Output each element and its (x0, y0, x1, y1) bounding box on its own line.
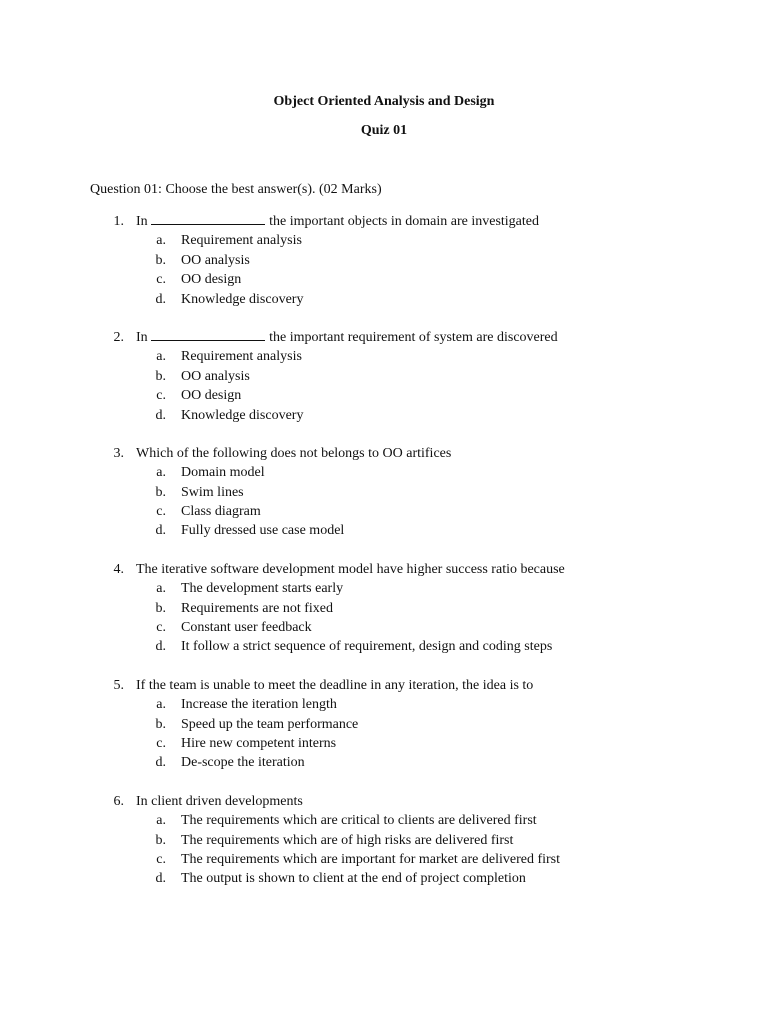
option-text: The requirements which are of high risks are delivered first (181, 832, 514, 848)
answer-option (0, 386, 768, 405)
question-item (0, 560, 768, 657)
answer-option (0, 290, 768, 309)
answer-option (0, 579, 768, 598)
answer-option (0, 811, 768, 830)
option-text: Requirement analysis (181, 233, 302, 249)
option-letter: d. (155, 523, 166, 539)
option-letter: d. (155, 291, 166, 307)
question-text: The iterative software development model have higher success ratio because (136, 561, 565, 577)
question-text-line (136, 328, 558, 347)
option-text: The development starts early (181, 581, 344, 597)
answer-option (0, 599, 768, 618)
question-item (0, 444, 768, 541)
question-line (0, 444, 768, 463)
option-text: Hire new competent interns (181, 735, 337, 751)
option-letter: a. (156, 697, 166, 713)
option-letter: a. (156, 465, 166, 481)
answer-option (0, 483, 768, 502)
question-text-line (136, 444, 451, 463)
option-text: Requirements are not fixed (181, 600, 334, 616)
option-letter: c. (156, 388, 166, 404)
option-letter: c. (156, 735, 166, 751)
answer-option (0, 367, 768, 386)
answer-option (0, 347, 768, 366)
answer-option (0, 406, 768, 425)
question-line (0, 560, 768, 579)
question-prefix: In (136, 329, 148, 345)
option-text: Swim lines (181, 484, 244, 500)
question-number: 6. (113, 793, 124, 809)
option-text: De-scope the iteration (181, 755, 305, 771)
option-letter: b. (155, 484, 166, 500)
answer-option (0, 463, 768, 482)
question-list (0, 212, 768, 908)
question-item (0, 328, 768, 425)
option-letter: a. (156, 813, 166, 829)
answer-option (0, 502, 768, 521)
answer-option (0, 734, 768, 753)
document-subtitle: Quiz 01 (360, 123, 408, 138)
option-letter: a. (156, 233, 166, 249)
option-text: Speed up the team performance (181, 716, 359, 732)
question-number: 2. (113, 329, 124, 345)
option-letter: c. (156, 504, 166, 520)
question-text-line (136, 792, 303, 811)
answer-option (0, 695, 768, 714)
option-letter: a. (156, 581, 166, 597)
question-text: the important requirement of system are discovered (269, 329, 558, 345)
option-list (0, 347, 768, 425)
question-number: 1. (113, 214, 124, 229)
question-prefix: In (136, 214, 148, 229)
option-letter: b. (155, 252, 166, 268)
answer-option (0, 270, 768, 289)
option-letter: d. (155, 755, 166, 771)
answer-option (0, 715, 768, 734)
answer-option (0, 831, 768, 850)
question-text-line (136, 212, 539, 231)
answer-option (0, 251, 768, 270)
answer-option (0, 753, 768, 772)
option-list (0, 463, 768, 541)
option-letter: d. (155, 871, 166, 887)
document-title: Object Oriented Analysis and Design (273, 94, 495, 109)
answer-option (0, 618, 768, 637)
option-letter: b. (155, 832, 166, 848)
option-text: The requirements which are important for market are delivered first (181, 851, 561, 867)
option-letter: d. (155, 639, 166, 655)
question-item (0, 676, 768, 773)
question-text: If the team is unable to meet the deadline in any iteration, the idea is to (136, 677, 534, 693)
answer-option (0, 231, 768, 250)
option-text: OO analysis (181, 368, 250, 384)
question-instruction: Question 01: Choose the best answer(s). (02 Marks) (90, 182, 382, 197)
option-text: Requirement analysis (181, 349, 302, 365)
option-letter: d. (155, 407, 166, 423)
answer-option (0, 869, 768, 888)
option-text: The output is shown to client at the end of project completion (181, 871, 526, 887)
option-text: Knowledge discovery (181, 291, 304, 307)
option-list (0, 811, 768, 889)
question-number: 3. (113, 445, 124, 461)
question-text-line (136, 676, 533, 695)
option-text: Constant user feedback (181, 620, 312, 636)
question-line (0, 792, 768, 811)
option-text: Knowledge discovery (181, 407, 304, 423)
option-text: Class diagram (181, 504, 261, 520)
option-letter: c. (156, 620, 166, 636)
question-item (0, 212, 768, 309)
option-text: OO design (181, 272, 242, 288)
option-letter: b. (155, 716, 166, 732)
question-line (0, 676, 768, 695)
option-list (0, 695, 768, 773)
option-list (0, 579, 768, 657)
option-letter: b. (155, 368, 166, 384)
question-item (0, 792, 768, 889)
fill-in-blank (151, 328, 265, 341)
question-line (0, 212, 768, 231)
question-text: the important objects in domain are investigated (269, 214, 539, 229)
option-text: It follow a strict sequence of requirement, design and coding steps (181, 639, 553, 655)
question-number: 4. (113, 561, 124, 577)
option-letter: a. (156, 349, 166, 365)
option-letter: c. (156, 851, 166, 867)
question-text: In client driven developments (136, 793, 303, 809)
answer-option (0, 637, 768, 656)
answer-option (0, 850, 768, 869)
question-text-line (136, 560, 565, 579)
question-text: Which of the following does not belongs to OO artifices (136, 445, 452, 461)
option-letter: c. (156, 272, 166, 288)
option-text: OO design (181, 388, 242, 404)
question-line (0, 328, 768, 347)
option-letter: b. (155, 600, 166, 616)
question-number: 5. (113, 677, 124, 693)
option-text: Increase the iteration length (181, 697, 337, 713)
option-text: The requirements which are critical to clients are delivered first (181, 813, 537, 829)
option-text: Fully dressed use case model (181, 523, 345, 539)
answer-option (0, 521, 768, 540)
option-text: Domain model (181, 465, 265, 481)
fill-in-blank (151, 212, 265, 225)
option-text: OO analysis (181, 252, 250, 268)
option-list (0, 231, 768, 309)
